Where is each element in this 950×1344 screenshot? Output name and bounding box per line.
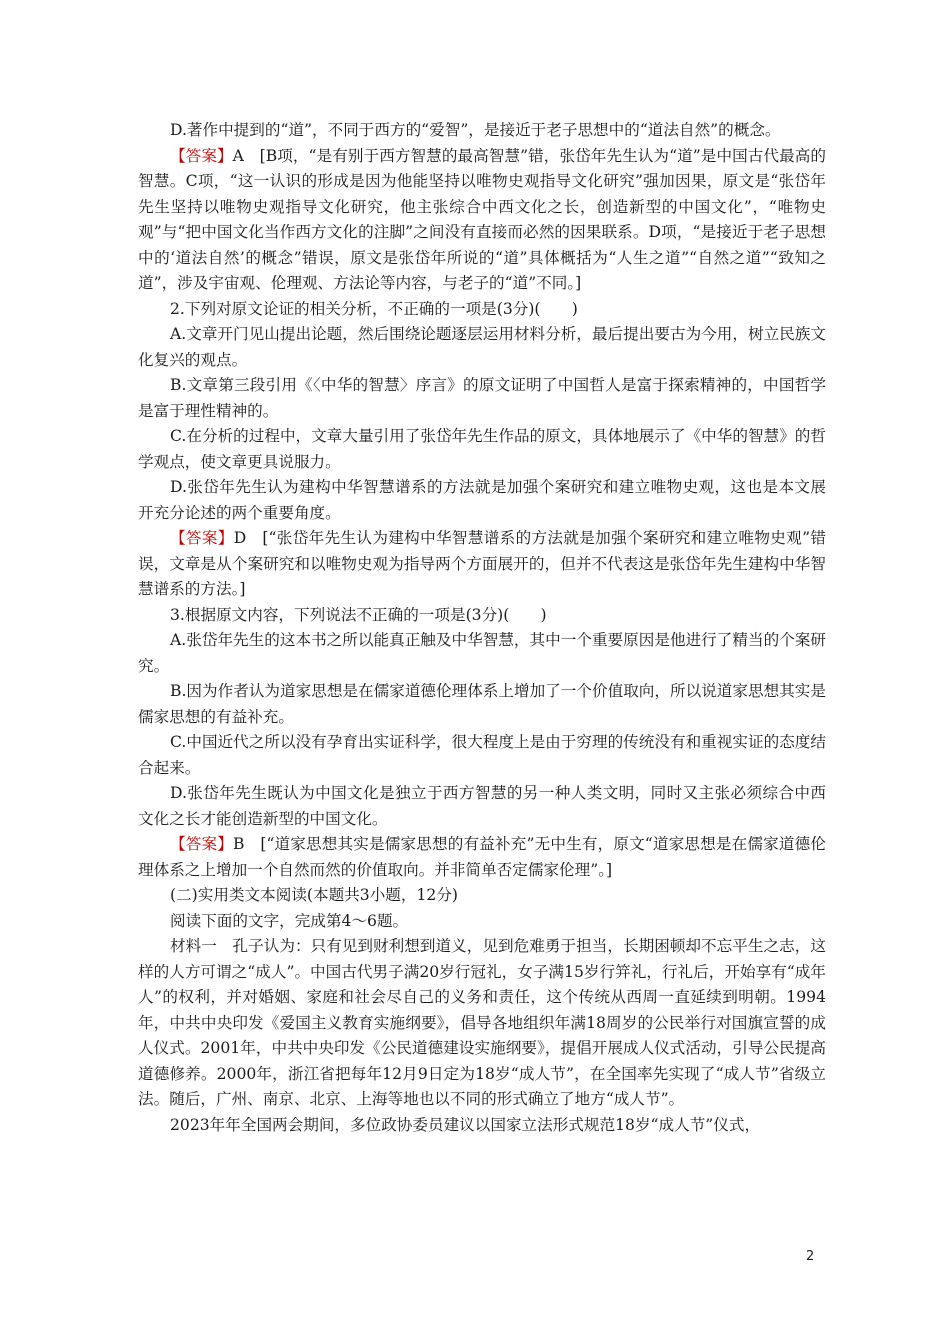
question-3: 3.根据原文内容，下列说法不正确的一项是(3分)( ) <box>170 605 547 624</box>
answer-paragraph <box>138 526 826 603</box>
option-a: A.张岱年先生的这本书之所以能真正触及中华智慧，其中一个重要原因是他进行了精当的个案研究。 <box>138 631 826 675</box>
answer-label: 【答案】 <box>170 529 234 547</box>
option-c: C.在分析的过程中，文章大量引用了张岱年先生作品的原文，具体地展示了《中华的智慧》的哲学观点，使文章更具说服力。 <box>138 427 826 471</box>
material-paragraph: 2023年年全国两会期间，多位政协委员建议以国家立法形式规范18岁“成人节”仪式， <box>170 1115 761 1134</box>
question-2: 2.下列对原文论证的相关分析，不正确的一项是(3分)( ) <box>170 299 578 318</box>
option-a: A.文章开门见山提出论题，然后围绕论题逐层运用材料分析，最后提出要古为今用，树立民族文化复兴的观点。 <box>138 325 826 369</box>
answer-paragraph <box>138 144 826 297</box>
section-heading: (二)实用类文本阅读(本题共3小题，12分) <box>170 886 459 904</box>
document-body <box>138 118 826 1138</box>
answer-paragraph <box>138 832 826 883</box>
option-c: C.中国近代之所以没有孕育出实证科学，很大程度上是由于穷理的传统没有和重视实证的态度结合起来。 <box>138 733 826 777</box>
answer-label: 【答案】 <box>170 146 233 165</box>
option-b: B.文章第三段引用《〈中华的智慧〉序言》的原文证明了中国哲人是富于探索精神的，中国哲学是富于理性精神的。 <box>138 376 826 420</box>
paragraph: D.著作中提到的“道”，不同于西方的“爱智”，是接近于老子思想中的“道法自然”的概念。 <box>170 121 781 139</box>
option-d: D.张岱年先生认为建构中华智慧谱系的方法就是加强个案研究和建立唯物史观，这也是本文展开充分论述的两个重要角度。 <box>138 478 826 522</box>
page-number: 2 <box>806 1249 815 1264</box>
answer-text: A [B项，“是有别于西方智慧的最高智慧”错，张岱年先生认为“道”是中国古代最高的智慧。C项，“这一认识的形成是因为他能坚持以唯物史观指导文化研究”强加因果，原文是“张岱年先生坚持以唯物史观指导文化研究，他主张综合中西文化之长，创造新型的中国文化”，“唯物史观”与“把中国文化当作西方文化的注脚”之间没有直接而必然的因果联系。D项，“是接近于老子思想中的‘道法自然’的概念”错误，原文是张岱年所说的“道”具体概括为“人生之道”“自然之道”“致知之道”，涉及宇宙观、伦理观、方法论等内容，与老子的“道”不同。] <box>138 146 826 292</box>
instruction: 阅读下面的文字，完成第4～6题。 <box>170 911 409 930</box>
answer-text: B [“道家思想其实是儒家思想的有益补充”无中生有，原文“道家思想是在儒家道德伦理体系之上增加一个自然而然的价值取向。并非简单否定儒家伦理”。] <box>138 835 826 879</box>
material-paragraph: 材料一 孔子认为：只有见到财利想到道义，见到危难勇于担当，长期困顿却不忘平生之志，这样的人方可谓之“成人”。中国古代男子满20岁行冠礼，女子满15岁行笄礼，行礼后，开始享有“成年人”的权利，并对婚姻、家庭和社会尽自己的义务和责任，这个传统从西周一直延续到明朝。1994年，中共中央印发《爱国主义教育实施纲要》，倡导各地组织年满18周岁的公民举行对国旗宣誓的成人仪式。2001年，中共中央印发《公民道德建设实施纲要》，提倡开展成人仪式活动，引导公民提高道德修养。2000年，浙江省把每年12月9日定为18岁“成人节”，在全国率先实现了“成人节”省级立法。随后，广州、南京、北京、上海等地也以不同的形式确立了地方“成人节”。 <box>138 937 826 1108</box>
answer-text: D [“张岱年先生认为建构中华智慧谱系的方法就是加强个案研究和建立唯物史观”错误，文章是从个案研究和以唯物史观为指导两个方面展开的，但并不代表这是张岱年先生建构中华智慧谱系的方法。] <box>138 529 826 598</box>
option-b: B.因为作者认为道家思想是在儒家道德伦理体系上增加了一个价值取向，所以说道家思想其实是儒家思想的有益补充。 <box>138 682 826 726</box>
answer-label: 【答案】 <box>170 835 233 853</box>
option-d: D.张岱年先生既认为中国文化是独立于西方智慧的另一种人类文明，同时又主张必须综合中西文化之长才能创造新型的中国文化。 <box>138 784 826 828</box>
